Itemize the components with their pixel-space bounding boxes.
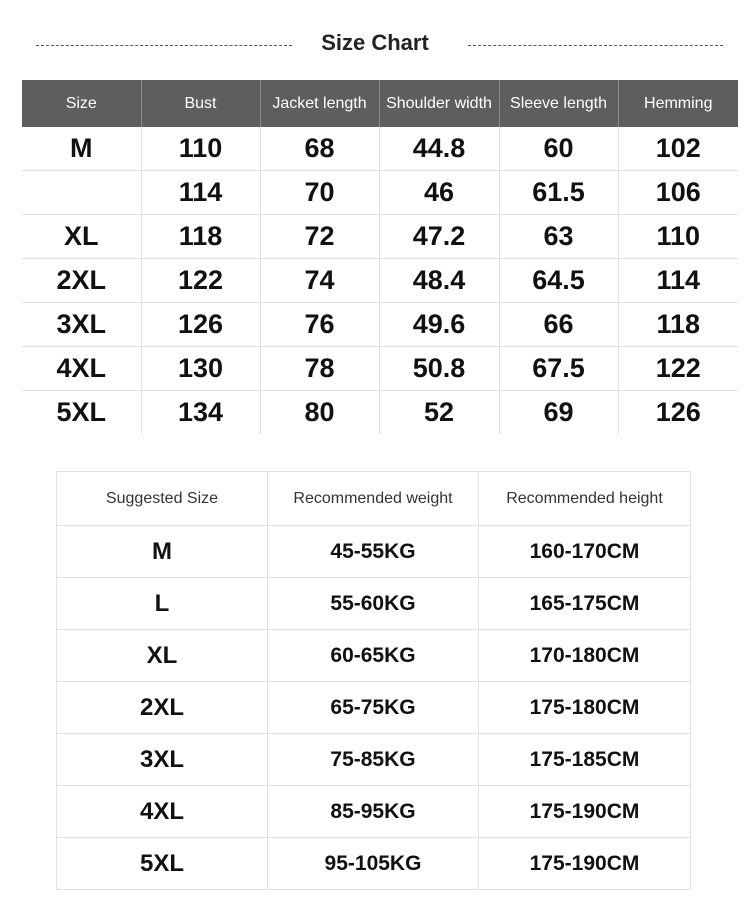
size-chart-cell: 46 [379,171,499,215]
size-chart-cell: 130 [141,347,260,391]
size-chart-header-cell: Hemming [618,80,738,127]
size-chart-cell: 72 [260,215,379,259]
size-chart-cell: 69 [499,391,618,435]
size-chart-cell: 48.4 [379,259,499,303]
suggested-size-cell: 5XL [57,838,268,890]
size-chart-cell: 74 [260,259,379,303]
size-chart-cell: M [22,127,141,171]
suggested-size-cell: 55-60KG [268,578,479,630]
size-chart-cell: 44.8 [379,127,499,171]
size-chart-cell: 122 [618,347,738,391]
suggested-size-cell: M [57,526,268,578]
title-row [0,28,750,62]
suggested-size-cell: 4XL [57,786,268,838]
suggested-size-cell: 175-185CM [479,734,691,786]
size-chart-cell: 49.6 [379,303,499,347]
table-row [57,786,691,838]
table-row [22,259,738,303]
size-chart-cell: 47.2 [379,215,499,259]
table-row [22,347,738,391]
table-row [57,630,691,682]
table-row [22,303,738,347]
size-chart-cell: 102 [618,127,738,171]
suggested-size-cell: 160-170CM [479,526,691,578]
size-chart-cell: 114 [618,259,738,303]
suggested-size-cell: 75-85KG [268,734,479,786]
table-row [57,578,691,630]
size-chart-cell: 5XL [22,391,141,435]
size-chart-cell: 2XL [22,259,141,303]
size-chart-cell: 70 [260,171,379,215]
suggested-size-header-cell: Recommended weight [268,472,479,526]
size-chart-cell: 67.5 [499,347,618,391]
size-chart-cell: 50.8 [379,347,499,391]
size-chart-cell: XL [22,215,141,259]
size-chart-cell: 106 [618,171,738,215]
table-row [57,682,691,734]
table-row [22,127,738,171]
size-chart-cell: 52 [379,391,499,435]
size-chart-cell: 63 [499,215,618,259]
size-chart-header-cell: Bust [141,80,260,127]
suggested-size-cell: 60-65KG [268,630,479,682]
size-chart-cell: 122 [141,259,260,303]
suggested-size-cell: 175-190CM [479,786,691,838]
size-chart-cell: 134 [141,391,260,435]
size-chart-cell: 118 [618,303,738,347]
table-row [57,526,691,578]
size-chart-header-cell: Sleeve length [499,80,618,127]
suggested-size-table [56,471,691,890]
suggested-size-header-cell: Recommended height [479,472,691,526]
size-chart-header-row [22,80,738,127]
size-chart-cell: 80 [260,391,379,435]
size-chart-header-cell: Shoulder width [379,80,499,127]
suggested-size-cell: 95-105KG [268,838,479,890]
size-chart-cell: 4XL [22,347,141,391]
suggested-size-cell: 3XL [57,734,268,786]
table-row [22,391,738,435]
table-row [22,215,738,259]
size-chart-cell: 64.5 [499,259,618,303]
suggested-size-cell: 45-55KG [268,526,479,578]
size-chart-cell: 110 [141,127,260,171]
suggested-size-cell: 2XL [57,682,268,734]
suggested-size-header-row [57,472,691,526]
suggested-size-cell: 65-75KG [268,682,479,734]
suggested-size-cell: XL [57,630,268,682]
size-chart-header-cell: Size [22,80,141,127]
size-chart-cell [22,171,141,215]
suggested-size-cell: 165-175CM [479,578,691,630]
size-chart-cell: 68 [260,127,379,171]
size-chart-cell: 78 [260,347,379,391]
page-title: Size Chart [321,30,429,55]
suggested-size-cell: 175-190CM [529,851,640,875]
size-chart-cell: 3XL [22,303,141,347]
size-chart-cell: 60 [499,127,618,171]
size-chart-table [22,80,738,434]
table-row [22,171,738,215]
size-chart-header-cell: Jacket length [260,80,379,127]
suggested-size-cell: 175-180CM [479,682,691,734]
size-chart-cell: 61.5 [499,171,618,215]
size-chart-cell: 126 [141,303,260,347]
size-chart-cell: 76 [260,303,379,347]
table-row [57,838,691,890]
size-chart-cell: 114 [141,171,260,215]
size-chart-cell: 118 [141,215,260,259]
table-row [57,734,691,786]
size-chart-cell: 66 [499,303,618,347]
size-chart-cell: 126 [655,397,701,427]
suggested-size-cell: 170-180CM [479,630,691,682]
title-divider-right [468,45,723,46]
size-chart-cell: 110 [618,215,738,259]
suggested-size-cell: L [57,578,268,630]
suggested-size-cell: 85-95KG [268,786,479,838]
suggested-size-header-cell: Suggested Size [57,472,268,526]
